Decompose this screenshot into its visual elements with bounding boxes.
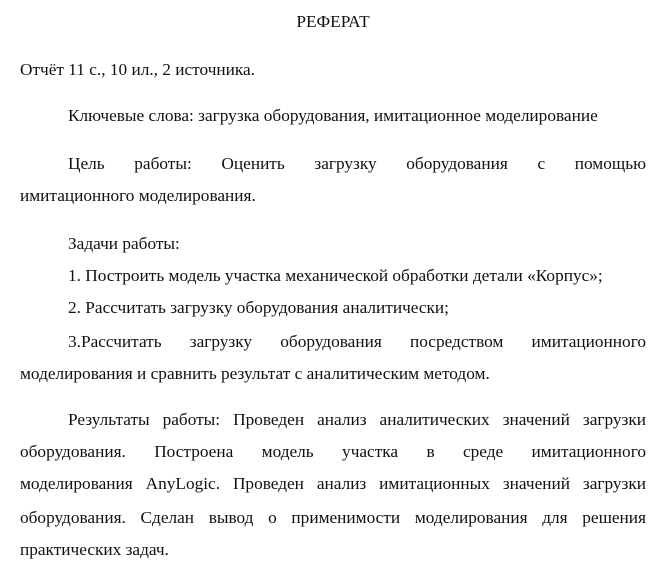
results-line-3: моделирования AnyLogic. Проведен анализ имитационных значений загрузки <box>20 474 646 493</box>
tasks-heading: Задачи работы: <box>68 234 180 253</box>
task-item-3-line-2: моделирования и сравнить результат с аналитическим методом. <box>20 364 490 383</box>
results-line-2: оборудования. Построена модель участка в среде имитационного <box>20 442 646 461</box>
results-line-5: практических задач. <box>20 540 169 559</box>
goal-line-2: имитационного моделирования. <box>20 186 256 205</box>
report-info: Отчёт 11 с., 10 ил., 2 источника. <box>20 60 256 79</box>
results-line-1: Результаты работы: Проведен анализ аналитических значений загрузки <box>68 410 646 429</box>
results-line-4: оборудования. Сделан вывод о применимости моделирования для решения <box>20 508 646 527</box>
document-title: РЕФЕРАТ <box>296 12 370 31</box>
task-item-3-line-1: 3.Рассчитать загрузку оборудования посредством имитационного <box>68 332 646 351</box>
keywords-line: Ключевые слова: загрузка оборудования, имитационное моделирование <box>68 106 598 125</box>
task-item-2: 2. Рассчитать загрузку оборудования аналитически; <box>68 298 449 317</box>
task-item-1: 1. Построить модель участка механической обработки детали «Корпус»; <box>68 266 603 285</box>
goal-line-1: Цель работы: Оценить загрузку оборудования с помощью <box>68 154 646 173</box>
